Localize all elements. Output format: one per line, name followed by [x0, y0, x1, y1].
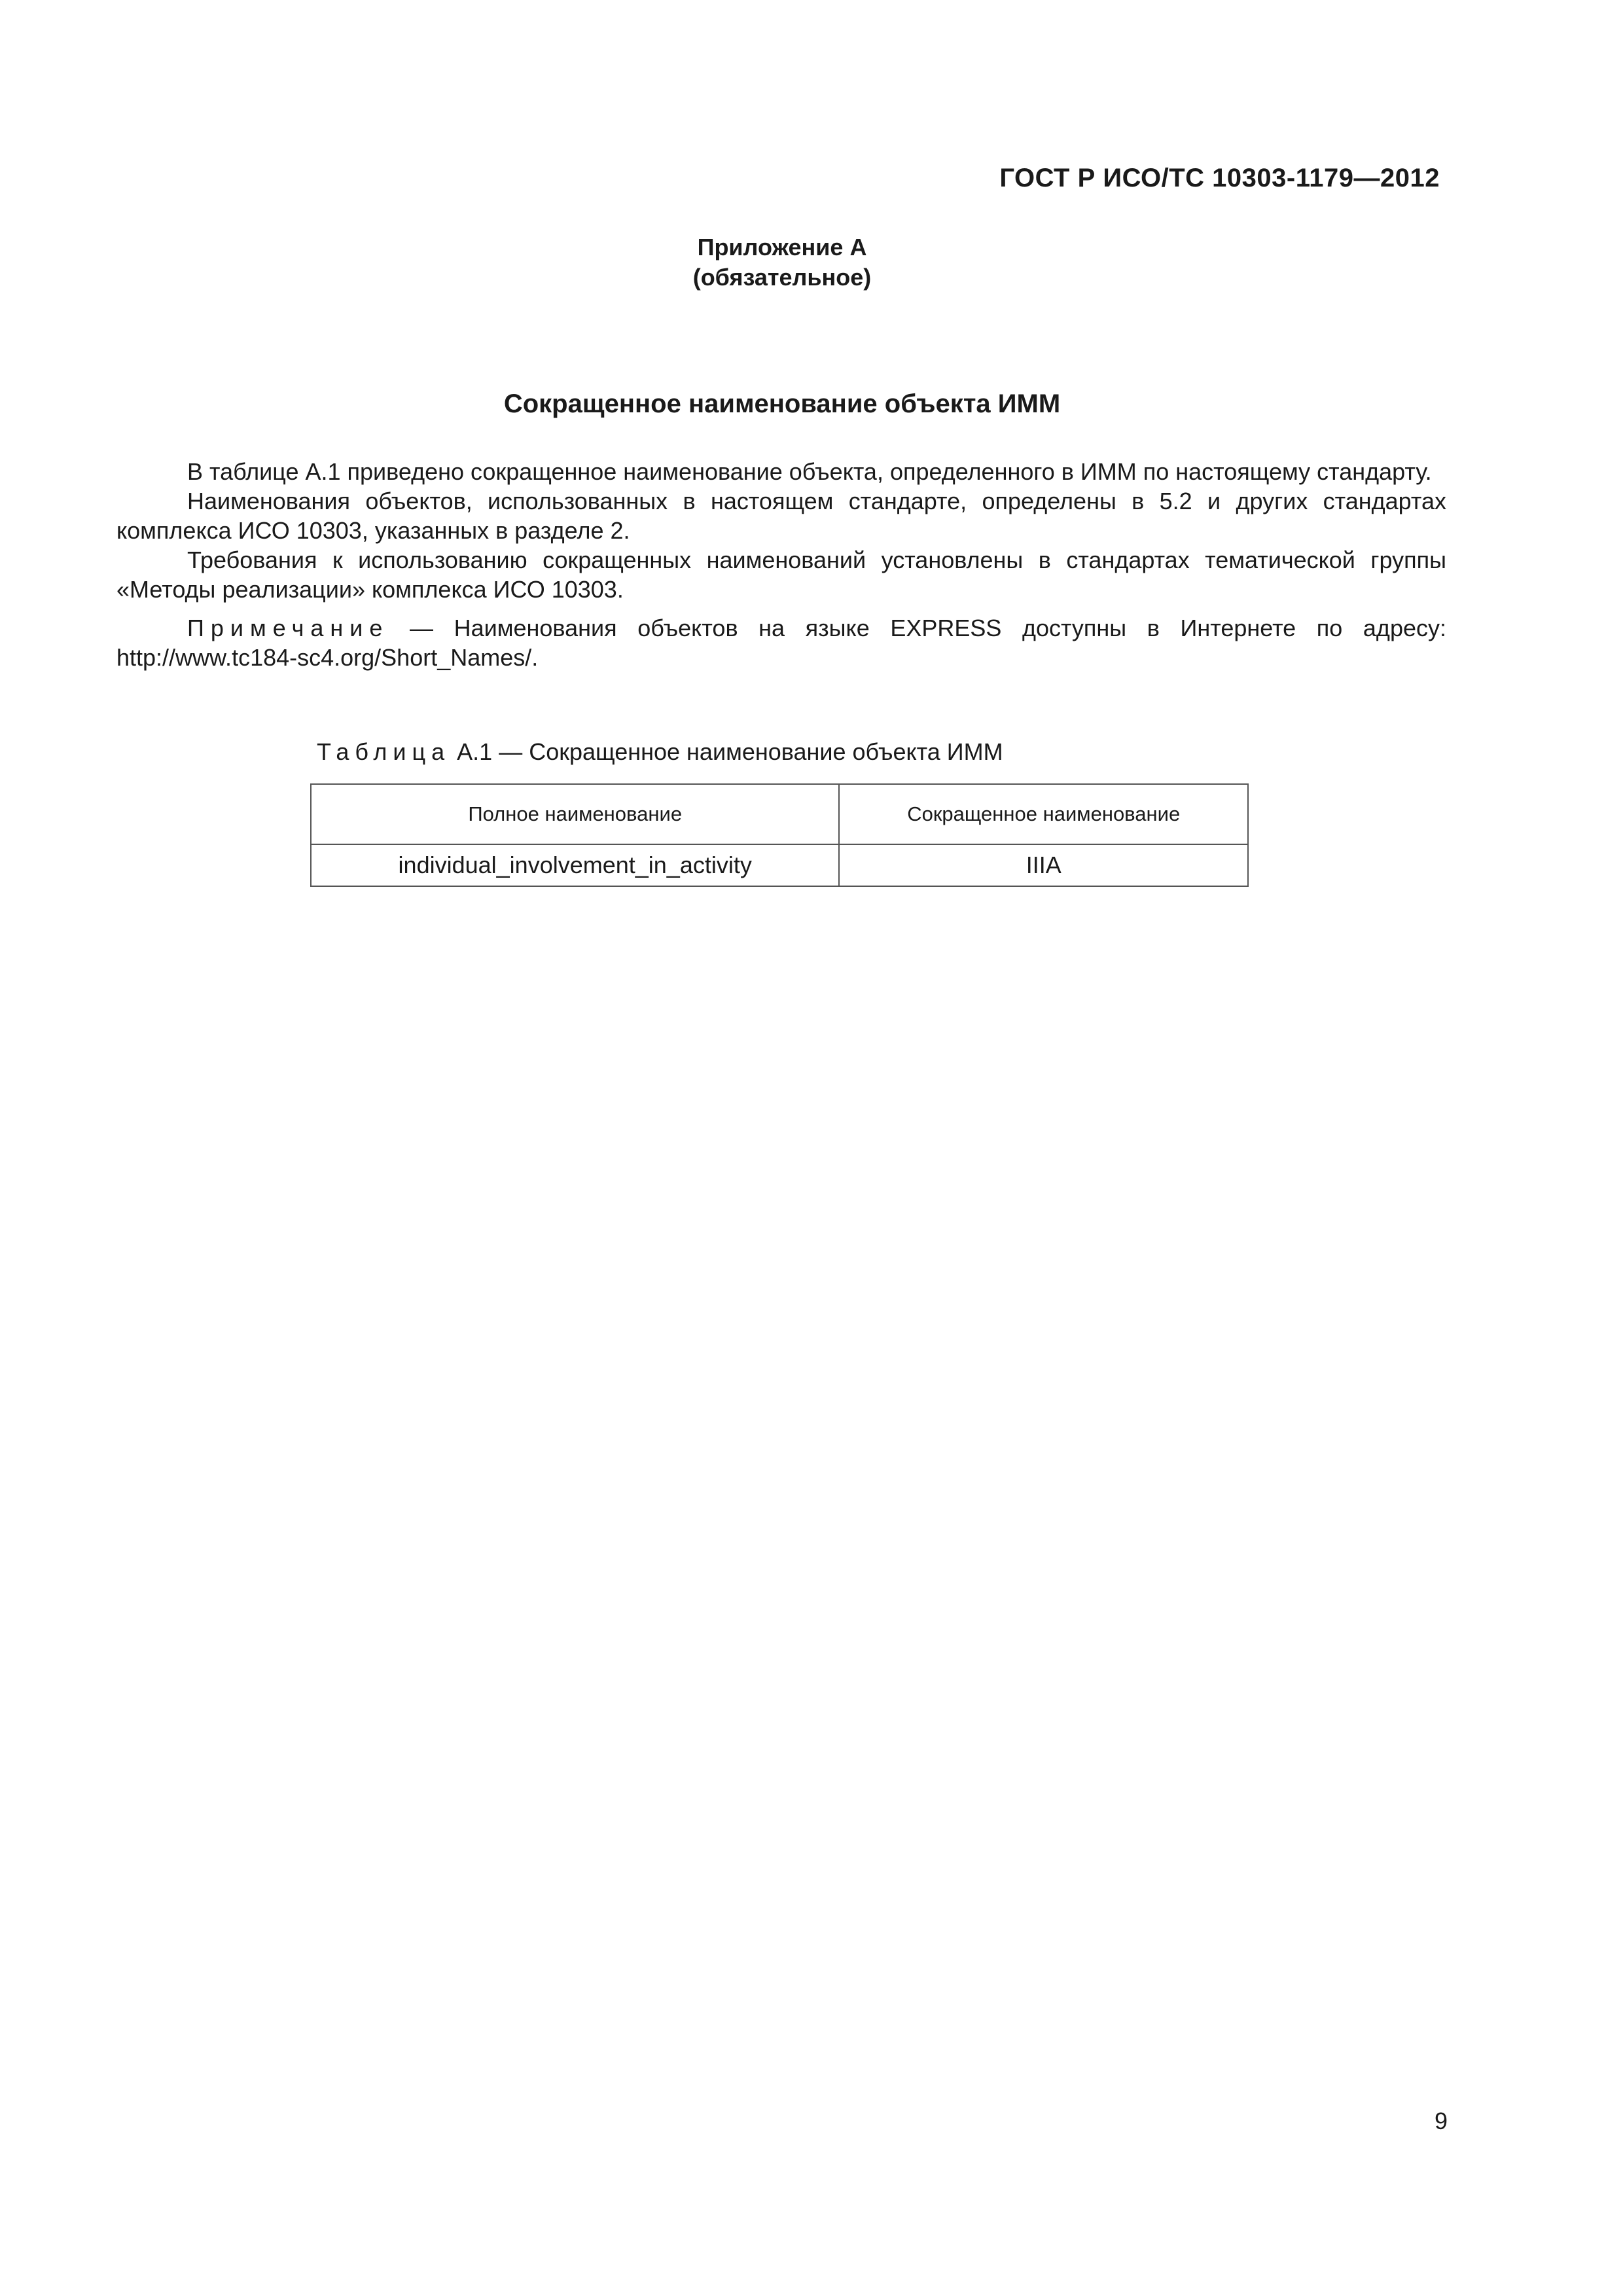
- cell-short-name: IIIA: [839, 844, 1248, 886]
- appendix-heading: [0, 232, 1564, 293]
- table-row: [311, 844, 1248, 886]
- appendix-status: (обязательное): [692, 264, 872, 291]
- short-names-table: [310, 783, 1249, 887]
- page-number: 9: [1434, 2108, 1448, 2134]
- section-title: Сокращенное наименование объекта ИММ: [503, 389, 1061, 418]
- paragraph: Требования к использованию сокращенных наименований установлены в стандартах тематической группы «Методы реализации» комплекса ИСО 10303.: [116, 547, 1446, 603]
- table-caption: [317, 738, 1003, 766]
- note: [116, 613, 1446, 672]
- note-label: Примечание: [187, 615, 389, 641]
- table-caption-text: А.1 — Сокращенное наименование объекта ИММ: [450, 738, 1003, 765]
- paragraph: В таблице А.1 приведено сокращенное наименование объекта, определенного в ИММ по настоящему стандарту.: [187, 458, 1432, 485]
- header-full-name: Полное наименование: [311, 784, 839, 844]
- note-text: — Наименования объектов на языке EXPRESS доступны в Интернете по адресу: http://www.tc184-sc4.org/Short_Names/.: [116, 615, 1446, 671]
- appendix-title: Приложение А: [697, 234, 867, 260]
- table-caption-label: Таблица: [317, 738, 451, 765]
- body-text: [116, 457, 1446, 672]
- cell-full-name: individual_involvement_in_activity: [311, 844, 839, 886]
- standard-code: ГОСТ Р ИСО/ТС 10303-1179—2012: [999, 164, 1440, 192]
- table-header-row: [311, 784, 1248, 844]
- paragraph: Наименования объектов, использованных в настоящем стандарте, определены в 5.2 и других стандартах комплекса ИСО 10303, указанных в разделе 2.: [116, 488, 1446, 544]
- header-short-name: Сокращенное наименование: [839, 784, 1248, 844]
